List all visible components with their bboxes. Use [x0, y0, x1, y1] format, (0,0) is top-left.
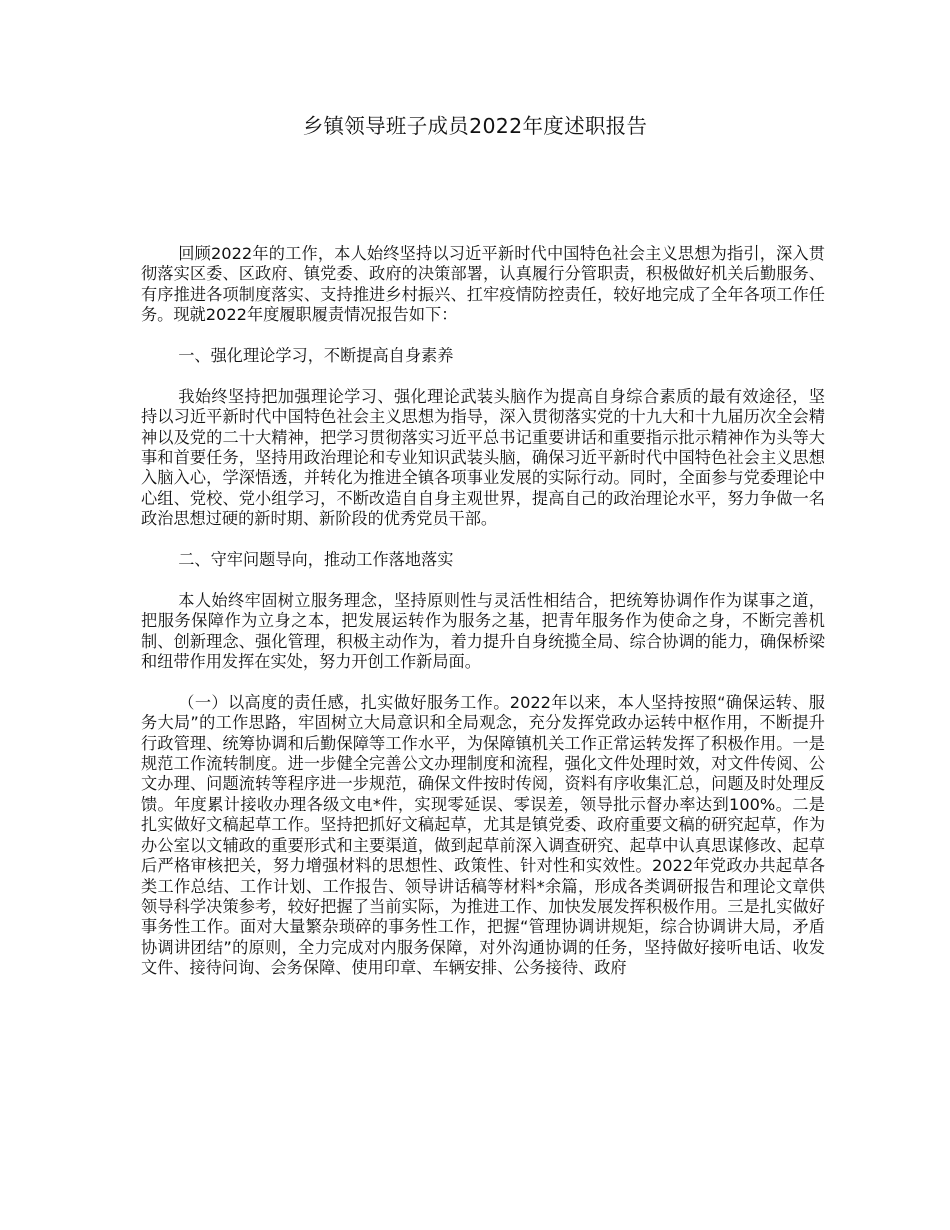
document-title: 乡镇领导班子成员2022年度述职报告: [302, 114, 648, 138]
section-heading-1: 一、强化理论学习，不断提高自身素养: [178, 346, 454, 366]
intro-paragraph: 回顾2022年的工作，本人始终坚持以习近平新时代中国特色社会主义思想为指引，深入贯彻落实区委、区政府、镇党委、政府的决策部署，认真履行分管职责，积极做好机关后勤服务、有序推进各项制度落实、支持推进乡村振兴、扛牢疫情防控责任，较好地完成了全年各项工作任务。现就2022年度履职履责情况报告如下：: [141, 244, 825, 325]
subsection-1-paragraph: （一）以高度的责任感，扎实做好服务工作。2022年以来，本人坚持按照“确保运转、服务大局”的工作思路，牢固树立大局意识和全局观念，充分发挥党政办运转中枢作用，不断提升行政管理、统筹协调和后勤保障等工作水平，为保障镇机关工作正常运转发挥了积极作用。一是规范工作流转制度。进一步健全完善公文办理制度和流程，强化文件处理时效，对文件传阅、公文办理、问题流转等程序进一步规范，确保文件按时传阅，资料有序收集汇总，问题及时处理反馈。年度累计接收办理各级文电*件，实现零延误、零误差，领导批示督办率达到100%。二是扎实做好文稿起草工作。坚持把抓好文稿起草，尤其是镇党委、政府重要文稿的研究起草，作为办公室以文辅政的重要形式和主要渠道，做到起草前深入调查研究、起草中认真思谋修改、起草后严格审核把关，努力增强材料的思想性、政策性、针对性和实效性。2022年党政办共起草各类工作总结、工作计划、工作报告、领导讲话稿等材料*余篇，形成各类调研报告和理论文章供领导科学决策参考，较好把握了当前实际，为推进工作、加快发展发挥积极作用。三是扎实做好事务性工作。面对大量繁杂琐碎的事务性工作，把握“管理协调讲规矩，综合协调讲大局，矛盾协调讲团结”的原则，全力完成对内服务保障，对外沟通协调的任务，坚持做好接听电话、收发文件、接待问询、会务保障、使用印章、车辆安排、公务接待、政府: [141, 692, 825, 978]
section-2-paragraph: 本人始终牢固树立服务理念，坚持原则性与灵活性相结合，把统筹协调作作为谋事之道，把服务保障作为立身之本，把发展运转作为服务之基，把青年服务作为使命之身，不断完善机制、创新理念、强化管理，积极主动作为，着力提升自身统揽全局、综合协调的能力，确保桥梁和纽带作用发挥在实处，努力开创工作新局面。: [141, 590, 825, 672]
section-1-paragraph: 我始终坚持把加强理论学习、强化理论武装头脑作为提高自身综合素质的最有效途径，坚持以习近平新时代中国特色社会主义思想为指导，深入贯彻落实党的十九大和十九届历次全会精神以及党的二十大精神，把学习贯彻落实习近平总书记重要讲话和重要指示批示精神作为头等大事和首要任务，坚持用政治理论和专业知识武装头脑，确保习近平新时代中国特色社会主义思想入脑入心，学深悟透，并转化为推进全镇各项事业发展的实际行动。同时，全面参与党委理论中心组、党校、党小组学习，不断改造自自身主观世界，提高自己的政治理论水平，努力争做一名政治思想过硬的新时期、新阶段的优秀党员干部。: [141, 386, 825, 529]
document-body: [141, 244, 825, 979]
section-heading-2: 二、守牢问题导向，推动工作落地落实: [178, 550, 454, 570]
